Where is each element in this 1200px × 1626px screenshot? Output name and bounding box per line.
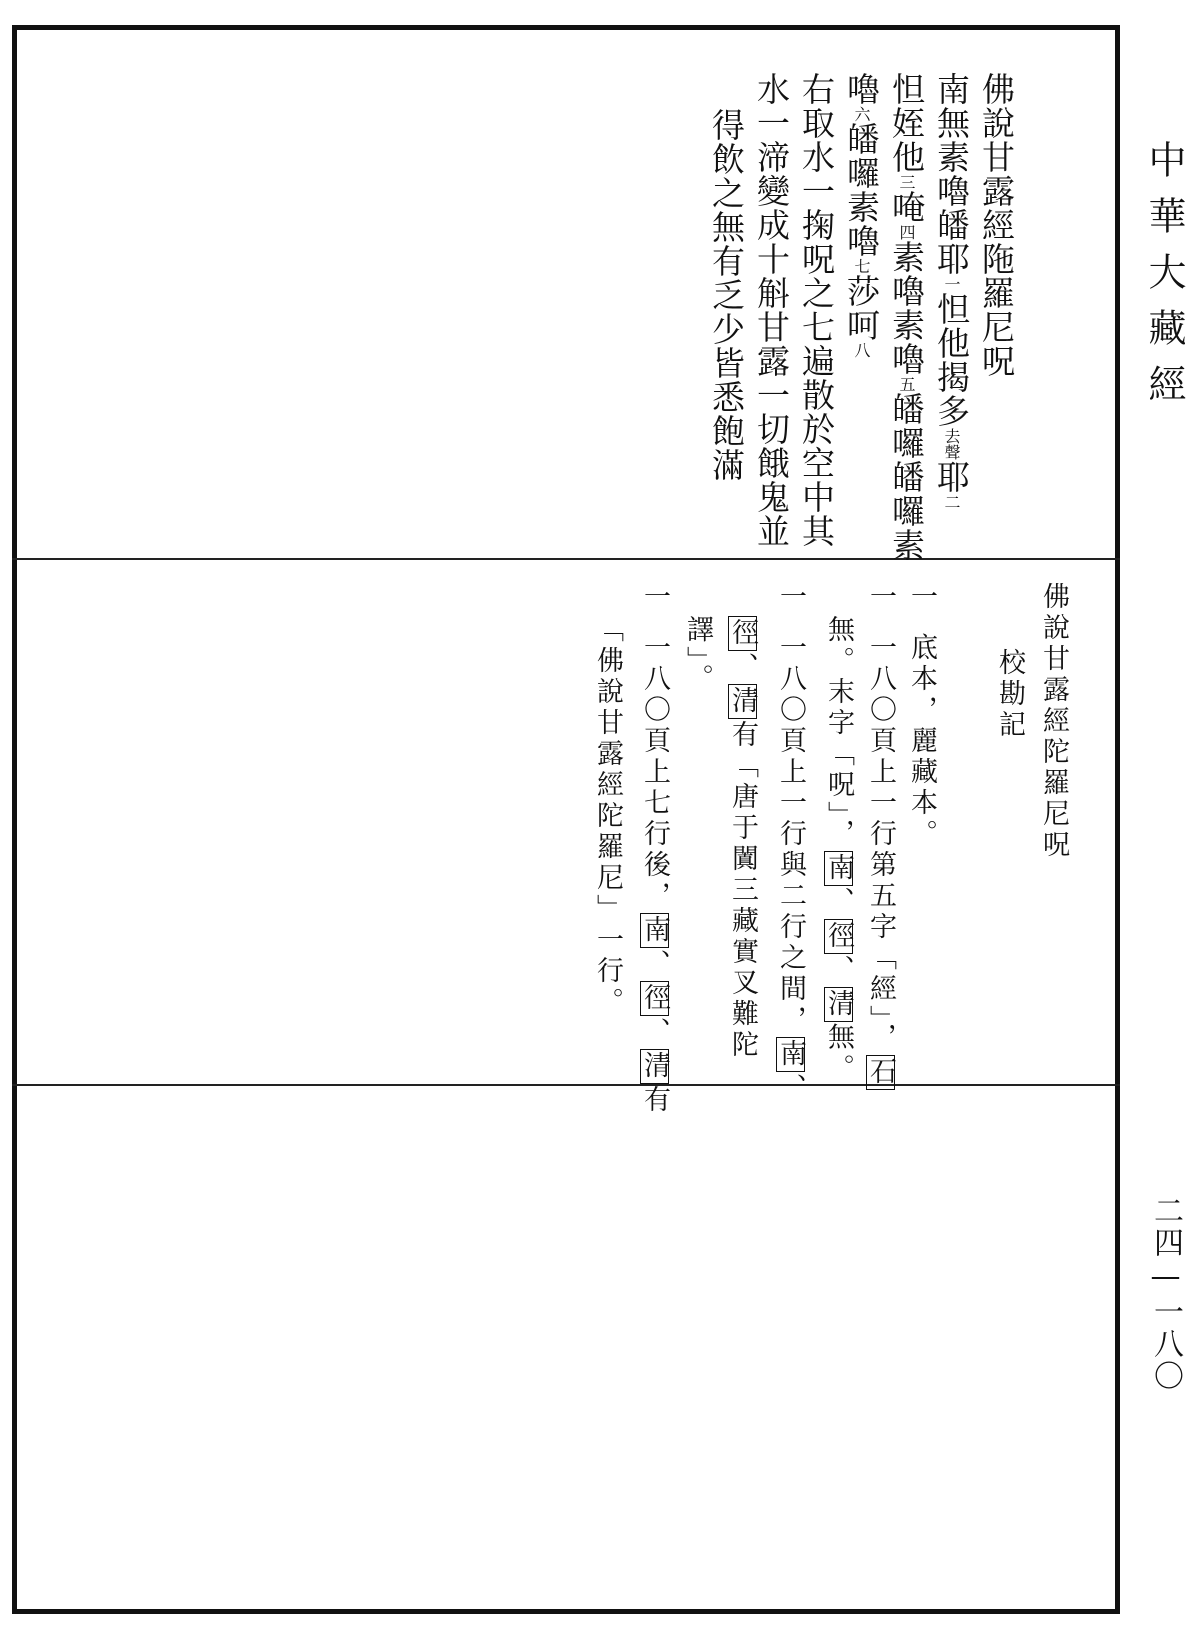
sutra-line: 右取水一掬呪之七遍散於空中其 [797, 72, 836, 548]
sutra-line: 得飲之無有乏少皆悉飽滿 [707, 108, 746, 482]
collation-note: 徑、清有「唐于闐三藏實叉難陀 [727, 618, 758, 1061]
edition-mark: 南 [775, 1039, 806, 1070]
page-number: 二四—一八〇 [1148, 1195, 1183, 1392]
collation-note: 無。末字「呪」，南、徑、清無。 [823, 615, 854, 1085]
edition-mark: 清 [639, 1051, 670, 1082]
collation-note: 一底本，麗藏本。 [906, 582, 937, 850]
collation-note: 「佛說甘露經陀羅尼」一行。 [592, 615, 623, 1018]
edition-mark: 南 [639, 915, 670, 946]
collation-note: 一一八〇頁上一行第五字「經」，石 [865, 582, 896, 1088]
edition-mark: 徑 [823, 920, 854, 952]
sutra-title: 佛說甘露經陁羅尼呪 [977, 72, 1016, 378]
collection-title: 中華大藏經 [1142, 140, 1186, 420]
edition-mark: 清 [823, 988, 854, 1020]
edition-mark: 徑 [639, 983, 670, 1014]
sutra-line: 怛姪他三唵四素嚕素嚕五皤囉皤囉素 [887, 72, 926, 562]
edition-mark: 徑 [727, 618, 758, 649]
edition-mark: 南 [823, 852, 854, 884]
sutra-line: 南無素嚕皤耶一怛他揭多去聲耶二 [932, 72, 971, 510]
sutra-line: 水一渧變成十斛甘露一切餓鬼並 [752, 72, 791, 548]
divider-lower [12, 1084, 1120, 1086]
sutra-line: 嚕六皤囉素嚕七莎呵八 [842, 72, 881, 358]
collation-note: 一一八〇頁上七行後，南、徑、清有 [639, 582, 670, 1116]
collation-subtitle: 校勘記 [994, 648, 1025, 741]
collation-note: 一一八〇頁上一行與二行之間，南、 [775, 582, 806, 1104]
edition-mark: 清 [727, 686, 758, 717]
divider-upper [12, 558, 1120, 560]
edition-mark: 石 [865, 1056, 896, 1088]
collation-title: 佛說甘露經陀羅尼呪 [1038, 582, 1069, 861]
collation-note: 譯」。 [682, 615, 713, 695]
